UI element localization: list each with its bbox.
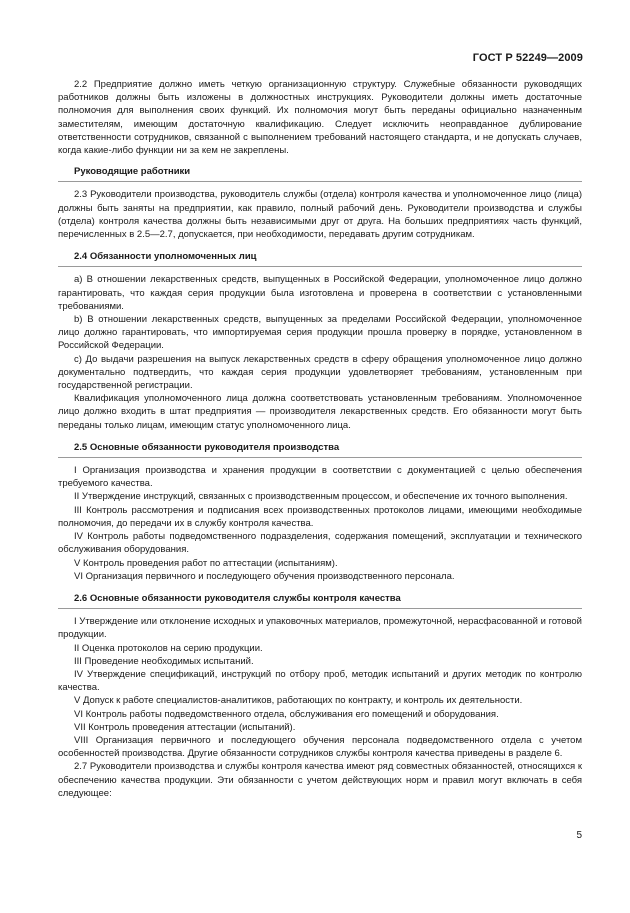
paragraph-2-4-b: b) В отношении лекарственных средств, выпущенных за пределами Российской Федерации, уполномоченное лицо должно гарантировать, что импортируемая серия продукции прошла проверку в порядке, установленном в Российской Федерации. [58, 314, 582, 352]
paragraph-2-4-a: a) В отношении лекарственных средств, выпущенных в Российской Федерации, уполномоченное лицо должно гарантировать, что каждая серия продукции была изготовлена и проверена в соответствии с установленными требованиями. [58, 274, 582, 312]
list-item-2-6: III Проведение необходимых испытаний. [74, 655, 254, 667]
divider [58, 266, 582, 267]
heading-key-personnel: Руководящие работники [74, 166, 191, 178]
list-item-2-6: I Утверждение или отклонение исходных и упаковочных материалов, промежуточной, нерасфасованной и готовой продукции. [58, 616, 582, 641]
heading-2-4: 2.4 Обязанности уполномоченных лиц [74, 251, 257, 263]
list-item-2-5: V Контроль проведения работ по аттестации (испытаниям). [74, 557, 338, 569]
standard-id-header: ГОСТ Р 52249—2009 [472, 52, 583, 64]
list-item-2-6: V Допуск к работе специалистов-аналитиков, работающих по контракту, и контроль их деятельности. [74, 695, 523, 707]
heading-2-6: 2.6 Основные обязанности руководителя службы контроля качества [74, 592, 401, 604]
divider [58, 181, 582, 182]
list-item-2-6: VI Контроль работы подведомственного отдела, обслуживания его помещений и оборудования. [74, 708, 499, 720]
list-item-2-6: II Оценка протоколов на серию продукции. [74, 642, 263, 654]
list-item-2-5: III Контроль рассмотрения и подписания всех производственных протоколов лицами, имеющими необходимые полномочия, до передачи их в службу контроля качества. [58, 504, 582, 529]
divider [58, 608, 582, 609]
list-item-2-5: VI Организация первичного и последующего обучения производственного персонала. [74, 570, 455, 582]
heading-2-5: 2.5 Основные обязанности руководителя производства [74, 441, 340, 453]
list-item-2-6: VII Контроль проведения аттестации (испытаний). [74, 721, 296, 733]
page-number: 5 [576, 830, 582, 841]
list-item-2-6: IV Утверждение спецификаций, инструкций по отбору проб, методик испытаний и других методик по контролю качества. [58, 668, 582, 694]
paragraph-2-2: 2.2 Предприятие должно иметь четкую организационную структуру. Служебные обязанности руководящих работников должны быть изложены в должностных инструкциях. Руководители должны иметь достаточные полномочия для выполнения своих функций. Их полномочия могут быть переданы официально назначенным заместителям, имеющим достаточную квалификацию. Следует исключить неоправданное дублирование ответственности сотрудников, связанной с выполнением требований настоящего стандарта, и не допускать случаев, когда какие-либо функции ни за кем не закреплены. [58, 79, 582, 157]
list-item-2-6: VIII Организация первичного и последующего обучения персонала подведомственного отдела с учетом особенностей производства. Другие обязанности сотрудников службы контроля качества приведены в разделе 6. [58, 734, 582, 760]
list-item-2-5: II Утверждение инструкций, связанных с производственным процессом, и обеспечение их точного выполнения. [74, 491, 568, 503]
divider [58, 457, 582, 458]
paragraph-2-7: 2.7 Руководители производства и службы контроля качества имеют ряд совместных обязанностей, относящихся к обеспечению качества продукции. Эти обязанности с учетом действующих норм и правил могут включать в себя следующее: [58, 761, 582, 799]
paragraph-2-4-c: c) До выдачи разрешения на выпуск лекарственных средств в сферу обращения уполномоченное лицо должно документально подтвердить, что каждая серия продукции удовлетворяет требованиям, установленным при государственной регистрации. [58, 353, 582, 392]
list-item-2-5: IV Контроль работы подведомственного подразделения, содержания помещений, эксплуатации и технического обслуживания оборудования. [58, 531, 582, 556]
list-item-2-5: I Организация производства и хранения продукции в соответствии с документацией с целью обеспечения требуемого качества. [58, 465, 582, 490]
paragraph-2-3: 2.3 Руководители производства, руководитель службы (отдела) контроля качества и уполномоченное лицо (лица) должны быть заняты на предприятии, как правило, полный рабочий день. Руководители производства и службы (отдела) контроля качества должны быть независимыми друг от друга. На больших предприятиях часть функций, перечисленных в 2.5—2.7, допускается, при необходимости, передавать другим сотрудникам. [58, 189, 582, 241]
paragraph-2-4-qualification: Квалификация уполномоченного лица должна соответствовать установленным требованиям. Уполномоченное лицо должно входить в штат предприятия — производителя лекарственных средств. Его обязанности могут быть переданы только лицам, имеющим статус уполномоченного лица. [58, 393, 582, 431]
document-body [58, 78, 582, 800]
